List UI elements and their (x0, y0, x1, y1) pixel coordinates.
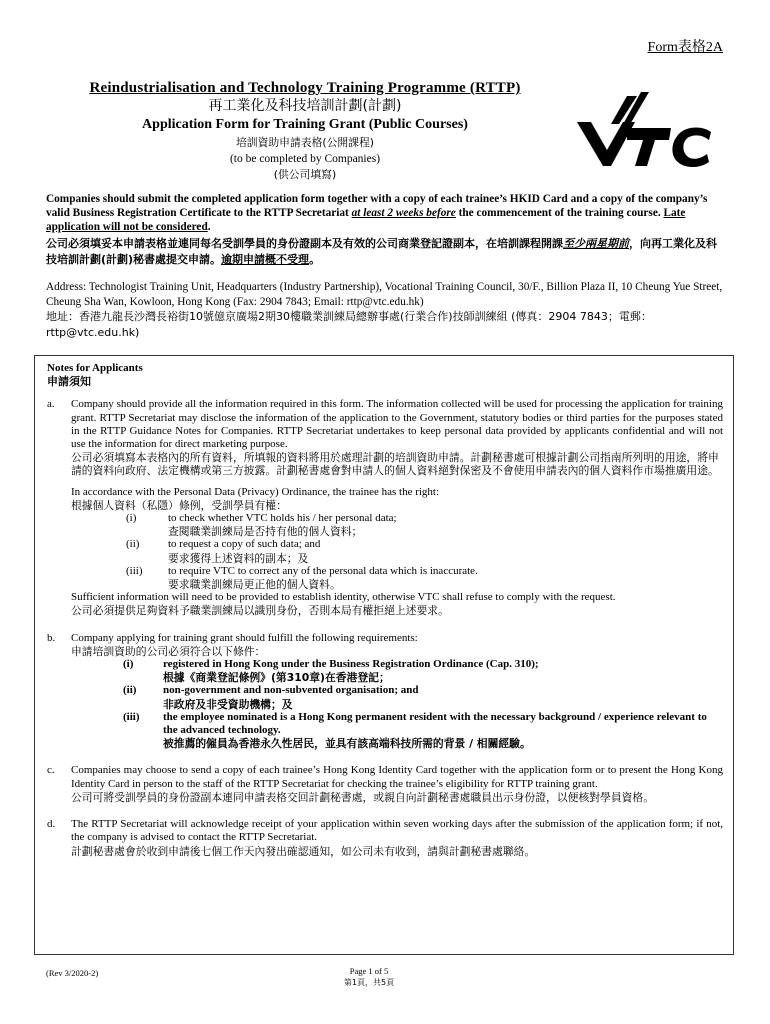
right-item (71, 538, 723, 564)
note-item-c (47, 764, 723, 804)
notes-title-zh: 申請須知 (47, 375, 91, 389)
form-subtitle-zh: 培訓資助申請表格(公開課程) (236, 136, 374, 149)
note-b-text-zh: 申請培訓資助的公司必須符合以下條件： (71, 644, 266, 658)
req-num: (ii) (123, 684, 137, 697)
notes-for-applicants (34, 355, 734, 955)
vtc-logo-v (577, 122, 635, 166)
late-application-notice: Late application will not be considered (46, 207, 686, 234)
right-text: to request a copy of such data; and (168, 538, 321, 551)
intro-deadline: at least 2 weeks before (351, 207, 456, 220)
right-text-zh: 查閱職業訓練局是否持有他的個人資料； (168, 525, 363, 539)
intro-text-zh: 公司必須填妥本申請表格並連同每名受訓學員的身份證副本及有效的公司商業登記證副本，在培訓課程開課 (46, 236, 563, 250)
address-zh: 地址：香港九龍長沙灣長裕街10號億京廣場2期30樓職業訓練局總辦事處(行業合作)技師訓練組 (傳真：2904 7843；電郵：rttp@vtc.edu.hk) (46, 310, 652, 339)
right-item (71, 512, 723, 538)
vtc-logo-c (672, 128, 711, 168)
page-number (334, 966, 404, 988)
note-a-text-zh: 公司必須填寫本表格內的所有資料，所填報的資料將用於處理計劃的培訓資助申請。計劃秘書處可根據計劃公司指南所列明的用途，將申請的資料向政府、法定機構或第三方披露。計劃秘書處會對申請人的個人資料絕對保密及不會使用申請表內的個人資料作市場推廣用途。 (71, 451, 719, 478)
secretariat-address (46, 280, 730, 340)
note-mark: d. (47, 818, 56, 831)
note-item-b (47, 632, 723, 751)
requirement-item (71, 684, 723, 710)
req-text: non-government and non-subvented organisation; and (163, 684, 419, 697)
note-d-text-zh: 計劃秘書處會於收到申請後七個工作天內發出確認通知，如公司未有收到，請與計劃秘書處聯絡。 (71, 844, 536, 858)
right-text-zh: 要求職業訓練局更正他的個人資料。 (168, 578, 341, 592)
intro-end: . (207, 221, 211, 234)
requirement-item (71, 658, 723, 684)
form-number: Form表格2A (647, 40, 723, 55)
intro-text-zh-2: ，向再工業化及科技培訓計劃(計劃)秘書處提交申請。 (46, 236, 717, 266)
right-text-zh: 要求獲得上述資料的副本；及 (168, 551, 309, 565)
revision-number: (Rev 3/2020-2) (46, 968, 99, 978)
note-d-text: The RTTP Secretariat will acknowledge receipt of your application within seven working days after the submission of the application form; if not, the company is advised to contact the RTTP Secretariat. (71, 818, 723, 844)
right-item (71, 565, 723, 591)
right-text: to check whether VTC holds his / her personal data; (168, 512, 397, 525)
requirement-item (71, 711, 723, 751)
notes-title: Notes for Applicants (47, 362, 143, 374)
completed-by-note: (to be completed by Companies) (229, 153, 381, 165)
note-mark: b. (47, 631, 56, 644)
req-text: the employee nominated is a Hong Kong permanent resident with the necessary background / experience relevant to the advanced technology. (163, 710, 707, 737)
note-mark: a. (47, 398, 55, 411)
right-text: to require VTC to correct any of the personal data which is inaccurate. (168, 564, 478, 577)
right-num: (i) (126, 512, 137, 525)
completed-by-note-zh: (供公司填寫) (273, 168, 337, 181)
note-a-text: Company should provide all the information required in this form. The information collected will be used for processing the application for training grant. RTTP Secretariat may disclose the information of the application to the Government, statutory bodies or third parties for the purposes stated in the RTTP Guidance Notes for Companies. RTTP Secretariat undertakes to keep personal data provided by applicants confidential and will not use the information for direct marketing purpose. (71, 398, 723, 451)
submission-instructions (46, 192, 726, 268)
right-num: (ii) (126, 538, 140, 551)
privacy-statement: In accordance with the Personal Data (Privacy) Ordinance, the trainee has the right: (71, 485, 440, 498)
programme-title-zh: 再工業化及科技培訓計劃(計劃) (208, 98, 402, 114)
programme-title: Reindustrialisation and Technology Training Programme (RTTP) (89, 80, 521, 96)
form-subtitle: Application Form for Training Grant (Public Courses) (142, 117, 468, 132)
note-c-text: Companies may choose to send a copy of each trainee’s Hong Kong Identity Card together with the application form or to present the Hong Kong Identity Card in person to the staff of the RTTP Secretariat for checking the trainee’s eligibility for RTTP training grant. (71, 764, 723, 790)
late-application-notice-zh: 逾期申請概不受理 (221, 252, 310, 266)
req-num: (iii) (123, 710, 140, 723)
vtc-logo (575, 92, 713, 170)
req-text: registered in Hong Kong under the Business Registration Ordinance (Cap. 310); (163, 658, 539, 671)
note-mark: c. (47, 764, 55, 777)
identity-requirement: Sufficient information will need to be provided to establish identity, otherwise VTC shall refuse to comply with the request. (71, 591, 616, 604)
req-text-zh: 被推薦的僱員為香港永久性居民，並具有該高端科技所需的背景 / 相關經驗。 (163, 737, 531, 751)
privacy-statement-zh: 根據個人資料（私隱）條例，受訓學員有權： (71, 498, 287, 512)
note-item-a (47, 398, 723, 617)
intro-text: Companies should submit the completed application form together with a copy of each trainee’s HKID Card and a copy of the company’s valid Business Registration Certificate to the RTTP Secretariat (46, 193, 708, 220)
intro-text-2: the commencement of the training course. (455, 207, 664, 220)
right-num: (iii) (126, 564, 143, 577)
vtc-logo-t (627, 128, 671, 166)
note-item-d (47, 818, 723, 858)
note-c-text-zh: 公司可將受訓學員的身份證副本連同申請表格交回計劃秘書處，或親自向計劃秘書處職員出示身份證，以便核對學員資格。 (71, 790, 655, 804)
req-text-zh: 根據《商業登記條例》(第310章)在香港登記； (163, 671, 390, 685)
page-number-en: Page 1 of 5 (349, 966, 389, 976)
intro-end-zh: 。 (309, 252, 321, 266)
address-en: Address: Technologist Training Unit, Headquarters (Industry Partnership), Vocational Training Council, 30/F., Billion Plaza II, 10 Cheung Yue Street, Cheung Sha Wan, Kowloon, Hong Kong (Fax: 2904 7843; Email: rttp@vtc.edu.hk) (46, 281, 723, 308)
req-text-zh: 非政府及非受資助機構；及 (163, 697, 293, 711)
intro-deadline-zh: 至少兩星期前 (563, 236, 629, 250)
document-header (40, 80, 570, 183)
req-num: (i) (123, 658, 134, 671)
identity-requirement-zh: 公司必須提供足夠資料予職業訓練局以識別身份，否則本局有權拒絕上述要求。 (71, 604, 449, 618)
note-b-text: Company applying for training grant should fulfill the following requirements: (71, 631, 418, 644)
page-number-zh: 第1頁，共5頁 (343, 978, 395, 987)
